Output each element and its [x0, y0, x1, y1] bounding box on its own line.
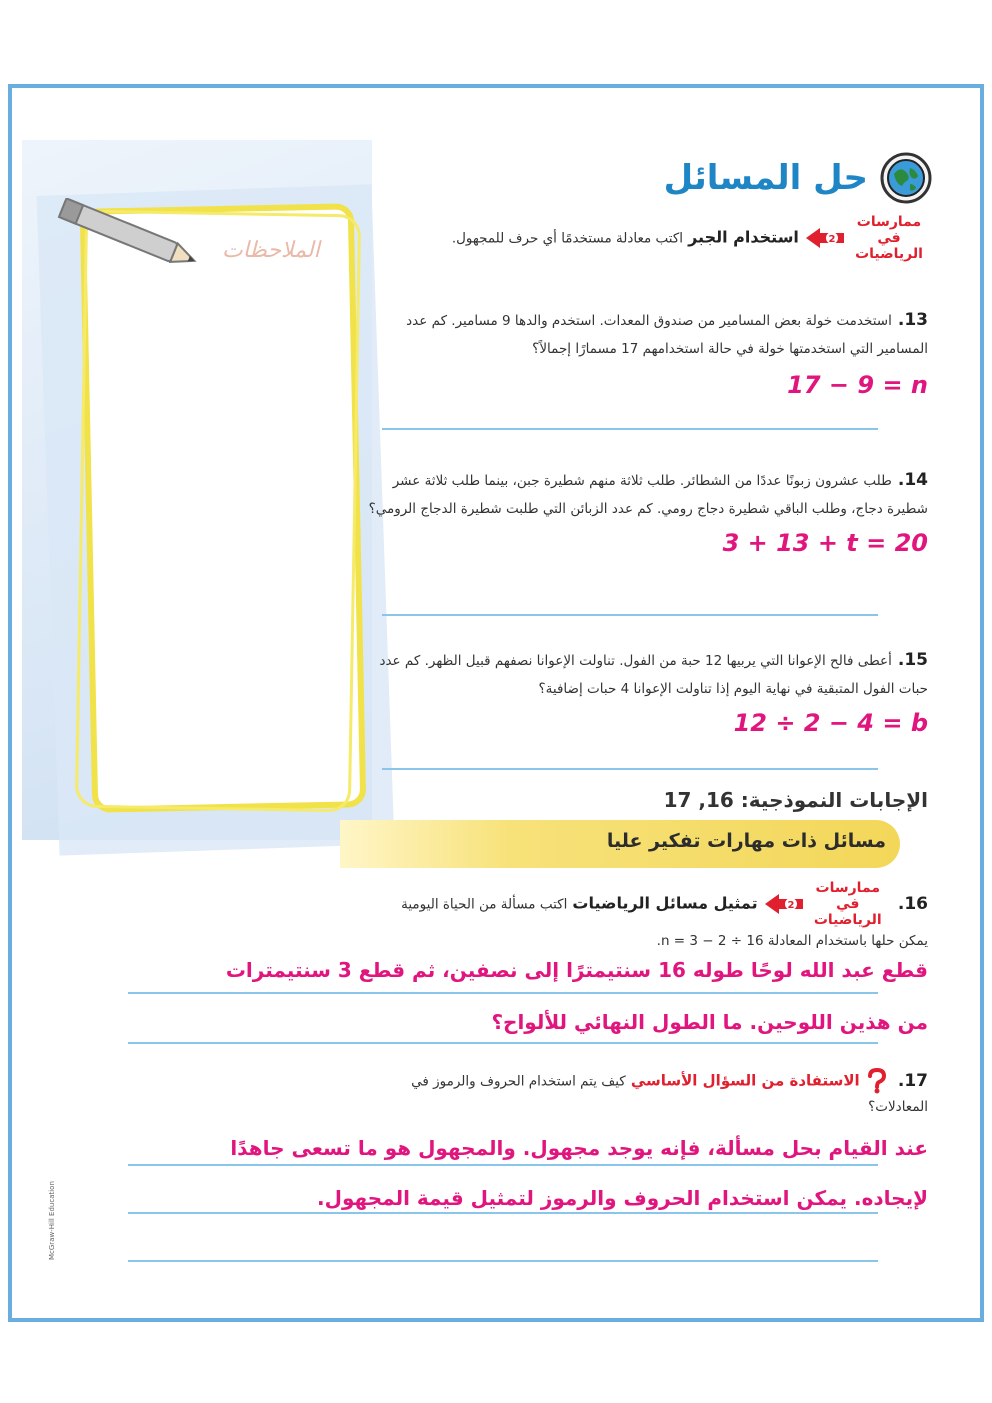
- answer-16-line2: من هذين اللوحين. ما الطول النهائي للألواح؟: [491, 1010, 928, 1034]
- problem-answer: 17 − 9 = n: [787, 371, 928, 399]
- problem-heading: تمثيل مسائل الرياضيات: [572, 893, 758, 913]
- question-mark-icon: [865, 1068, 887, 1094]
- problem-text: طلب عشرون زبونًا عددًا من الشطائر. طلب ثلاثة منهم شطيرة جبن، بينما طلب ثلاثة عشر شطيرة دجاج، وطلب الباقي شطيرة دجاج رومي. كم عدد الزبائن التي طلبت شطيرة الدجاج الرومي؟: [368, 473, 928, 517]
- problem-number: 14.: [897, 470, 928, 490]
- notes-title: الملاحظات: [222, 238, 320, 263]
- answer-16-line1: قطع عبد الله لوحًا طوله 16 سنتيمترًا إلى نصفين، ثم قطع 3 سنتيمترات: [225, 958, 928, 982]
- svg-text:2: 2: [828, 234, 836, 245]
- math-practice-badge: [763, 880, 887, 928]
- problem-text: كيف يتم استخدام الحروف والرموز في المعادلات؟: [411, 1073, 928, 1115]
- answer-line: [128, 1042, 878, 1044]
- answer-line: [128, 1164, 878, 1166]
- problem-text: اكتب مسألة من الحياة اليومية يمكن حلها باستخدام المعادلة n = 3 − 2 ÷ 16.: [401, 896, 928, 949]
- intro-text: اكتب معادلة مستخدمًا أي حرف للمجهول.: [451, 230, 683, 247]
- intro-block: [368, 214, 928, 262]
- arrow-left-icon: [763, 892, 805, 916]
- math-practice-label: ممارسات في الرياضيات: [813, 880, 882, 928]
- math-practice-label: ممارسات في الرياضيات: [855, 214, 923, 262]
- problem-15: [368, 646, 928, 737]
- problem-number: 16.: [897, 893, 928, 914]
- answer-17-line2: لإيجاده. يمكن استخدام الحروف والرموز لتمثيل قيمة المجهول.: [317, 1186, 928, 1210]
- pencil-icon: [48, 198, 208, 268]
- problem-answer: 12 ÷ 2 − 4 = b: [733, 709, 928, 737]
- page-title: حل المسائل: [663, 158, 868, 198]
- answer-line: [382, 428, 878, 430]
- answer-line: [382, 614, 878, 616]
- hots-banner: [340, 820, 900, 868]
- answer-line: [128, 992, 878, 994]
- problem-14: [368, 466, 928, 557]
- svg-text:2: 2: [787, 900, 795, 911]
- problem-text: استخدمت خولة بعض المسامير من صندوق المعدات. استخدم والدها 9 مسامير. كم عدد المسامير التي استخدمتها خولة في حالة استخدامهم 17 مسمارًا إجمالاً؟: [406, 313, 928, 357]
- problem-text: أعطى فالح الإعوانا التي يربيها 12 حبة من الفول. تناولت الإعوانا نصفهم قبيل الظهر. كم عدد حبات الفول المتبقية في نهاية اليوم إذا تناولت الإعوانا 4 حبات إضافية؟: [379, 653, 928, 697]
- section-header: [664, 152, 932, 204]
- problem-heading: الاستفادة من السؤال الأساسي: [630, 1071, 860, 1090]
- model-answers: الإجابات النموذجية: 16, 17: [663, 788, 928, 812]
- arrow-left-icon: [804, 226, 846, 250]
- globe-icon: [880, 152, 932, 204]
- notes-box-outline: [75, 210, 361, 813]
- answer-line-blank: [128, 1260, 878, 1262]
- answer-line: [128, 1212, 878, 1214]
- problem-16: [368, 880, 928, 952]
- problem-17: [368, 1068, 928, 1118]
- problem-13: [368, 306, 928, 399]
- banner-text: مسائل ذات مهارات تفكير عليا: [606, 830, 886, 852]
- problem-number: 13.: [897, 310, 928, 330]
- answer-line: [382, 768, 878, 770]
- intro-heading: استخدام الجبر: [688, 227, 799, 247]
- problem-number: 17.: [897, 1070, 928, 1091]
- copyright-credit: McGraw-Hill Education: [48, 1181, 56, 1260]
- problem-answer: 3 + 13 + t = 20: [722, 529, 928, 557]
- math-practice-badge: [804, 214, 928, 262]
- problem-number: 15.: [897, 650, 928, 670]
- answer-17-line1: عند القيام بحل مسألة، فإنه يوجد مجهول. والمجهول هو ما تسعى جاهدًا: [230, 1136, 928, 1160]
